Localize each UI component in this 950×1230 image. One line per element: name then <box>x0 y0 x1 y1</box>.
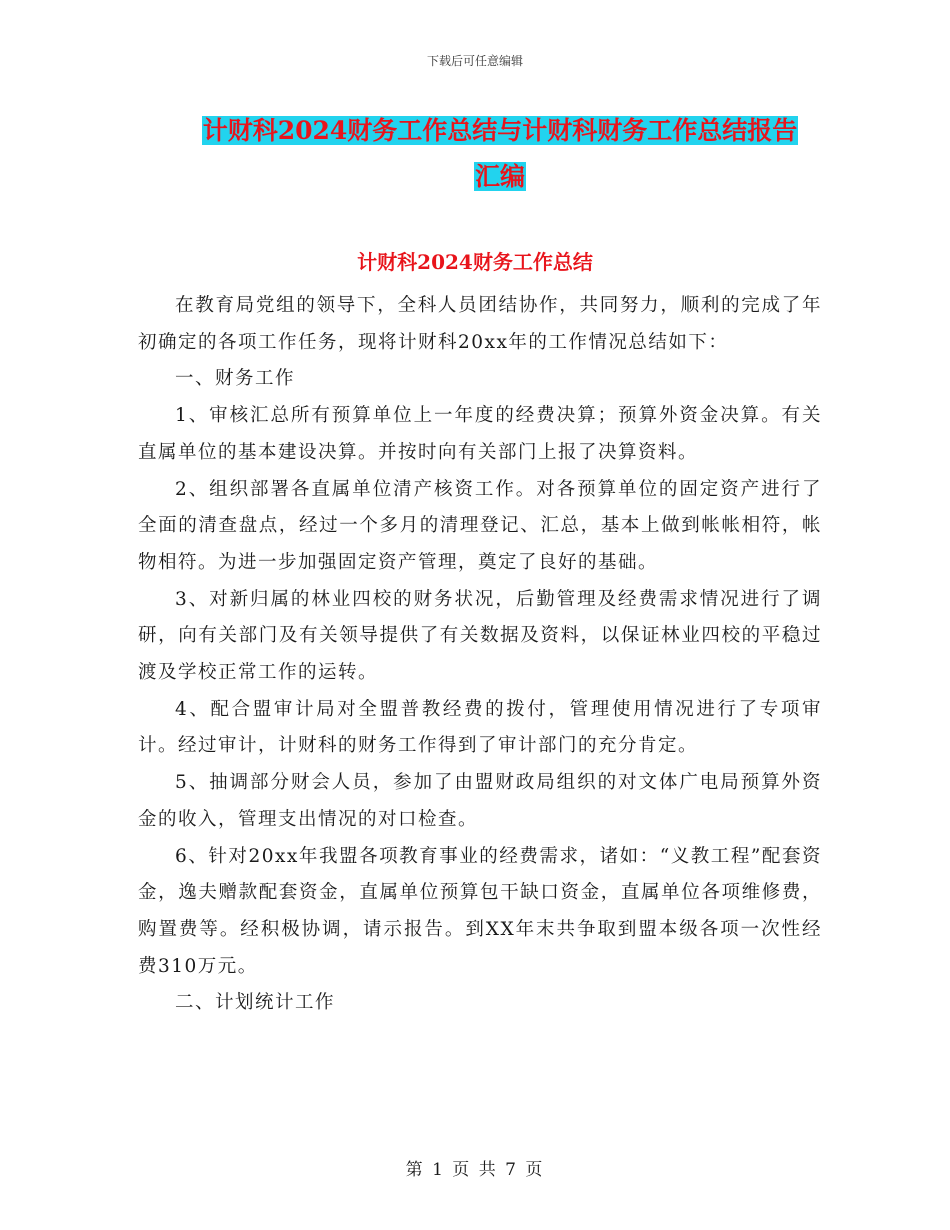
document-title <box>140 108 860 200</box>
paragraph-item-5: 5、抽调部分财会人员，参加了由盟财政局组织的对文体广电局预算外资金的收入，管理支出情况的对口检查。 <box>138 772 822 830</box>
page-number: 第 1 页 共 7 页 <box>405 1160 545 1180</box>
paragraph-intro: 在教育局党组的领导下，全科人员团结协作，共同努力，顺利的完成了年初确定的各项工作任务，现将计财科20xx年的工作情况总结如下： <box>138 295 822 353</box>
paragraph-item-1: 1、审核汇总所有预算单位上一年度的经费决算；预算外资金决算。有关直属单位的基本建设决算。并按时向有关部门上报了决算资料。 <box>138 405 822 463</box>
document-title-line1: 计财科2024财务工作总结与计财科财务工作总结报告 <box>202 116 798 145</box>
paragraph-item-4: 4、配合盟审计局对全盟普教经费的拨付，管理使用情况进行了专项审计。经过审计，计财科的财务工作得到了审计部门的充分肯定。 <box>138 698 822 757</box>
document-body <box>138 288 822 1022</box>
section-title: 计财科2024财务工作总结 <box>357 250 593 274</box>
heading-planning-statistics: 二、计划统计工作 <box>175 992 336 1014</box>
paragraph-item-6: 6、针对20xx年我盟各项教育事业的经费需求，诸如：“义教工程”配套资金，逸夫赠款配套资金，直属单位预算包干缺口资金，直属单位各项维修费，购置费等。经积极协调，请示报告。到XX年末共争取到盟本级各项一次性经费310万元。 <box>138 845 822 977</box>
document-title-line2: 汇编 <box>474 162 525 191</box>
paragraph-item-2: 2、组织部署各直属单位清产核资工作。对各预算单位的固定资产进行了全面的清查盘点，经过一个多月的清理登记、汇总，基本上做到帐帐相符，帐物相符。为进一步加强固定资产管理，奠定了良好的基础。 <box>138 478 822 573</box>
paragraph-item-3: 3、对新归属的林业四校的财务状况，后勤管理及经费需求情况进行了调研，向有关部门及有关领导提供了有关数据及资料，以保证林业四校的平稳过渡及学校正常工作的运转。 <box>138 588 822 684</box>
heading-finance-work: 一、财务工作 <box>175 368 296 390</box>
header-note: 下载后可任意编辑 <box>426 54 523 68</box>
